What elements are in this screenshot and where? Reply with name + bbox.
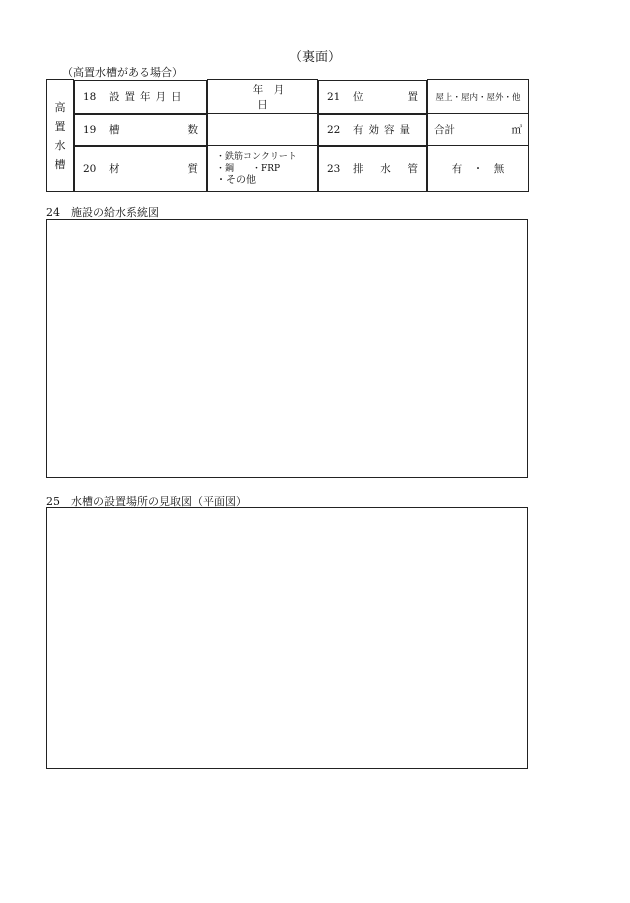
item-label: 有効容量 — [353, 124, 415, 136]
material-option: ・鉄筋コンクリート — [216, 151, 297, 162]
item-label-b: 置 — [407, 91, 418, 103]
material-label — [74, 146, 207, 192]
material-option: ・その他 — [216, 174, 256, 186]
elevated-tank-table — [46, 79, 529, 192]
side-label — [47, 80, 74, 192]
tank-count-label — [74, 114, 207, 146]
item-label-a: 位 — [353, 91, 364, 103]
section-subtitle: （高置水槽がある場合） — [62, 66, 183, 79]
item-label-b: 数 — [187, 124, 198, 136]
side-char: 置 — [54, 119, 66, 133]
location-options[interactable]: 屋上・屋内・屋外・他 — [428, 80, 529, 114]
tank-count-field[interactable] — [208, 114, 318, 146]
item-label-b: 質 — [187, 163, 198, 175]
drain-pipe-label — [318, 146, 427, 192]
side-char: 槽 — [54, 157, 66, 171]
capacity-field[interactable] — [428, 114, 529, 146]
item-number: 20 — [83, 162, 97, 175]
item-number: 18 — [83, 90, 97, 103]
item-number: 23 — [327, 162, 341, 175]
item-label-c: 管 — [407, 163, 418, 175]
date-line-2: 日 — [257, 98, 268, 111]
item-label-b: 水 — [380, 163, 391, 175]
water-supply-diagram-area[interactable] — [46, 219, 528, 478]
item-label-a: 材 — [109, 163, 120, 175]
install-date-field[interactable] — [208, 80, 318, 114]
item-label: 設置年月日 — [109, 91, 187, 103]
side-char: 高 — [54, 100, 66, 114]
install-date-label — [74, 80, 207, 114]
side-char: 水 — [54, 138, 66, 152]
capacity-unit: ㎥ — [511, 124, 522, 136]
capacity-total-label: 合計 — [434, 124, 455, 136]
date-line-1: 年 月 — [252, 83, 285, 96]
drain-pipe-options[interactable]: 有 ・ 無 — [428, 146, 529, 192]
tank-floor-plan-area[interactable] — [46, 507, 528, 769]
section-25-label: 25 水槽の設置場所の見取図（平面図） — [46, 495, 247, 508]
page-title: （裏面） — [288, 50, 341, 65]
section-24-label: 24 施設の給水系統図 — [46, 206, 159, 219]
item-label-a: 排 — [353, 163, 364, 175]
location-label — [318, 80, 427, 114]
item-label-a: 槽 — [109, 124, 120, 136]
capacity-label — [318, 114, 427, 146]
material-options[interactable] — [208, 146, 318, 192]
item-number: 19 — [83, 123, 97, 136]
material-option: ・鋼 ・FRP — [216, 163, 281, 174]
item-number: 21 — [327, 90, 341, 103]
item-number: 22 — [327, 123, 341, 136]
